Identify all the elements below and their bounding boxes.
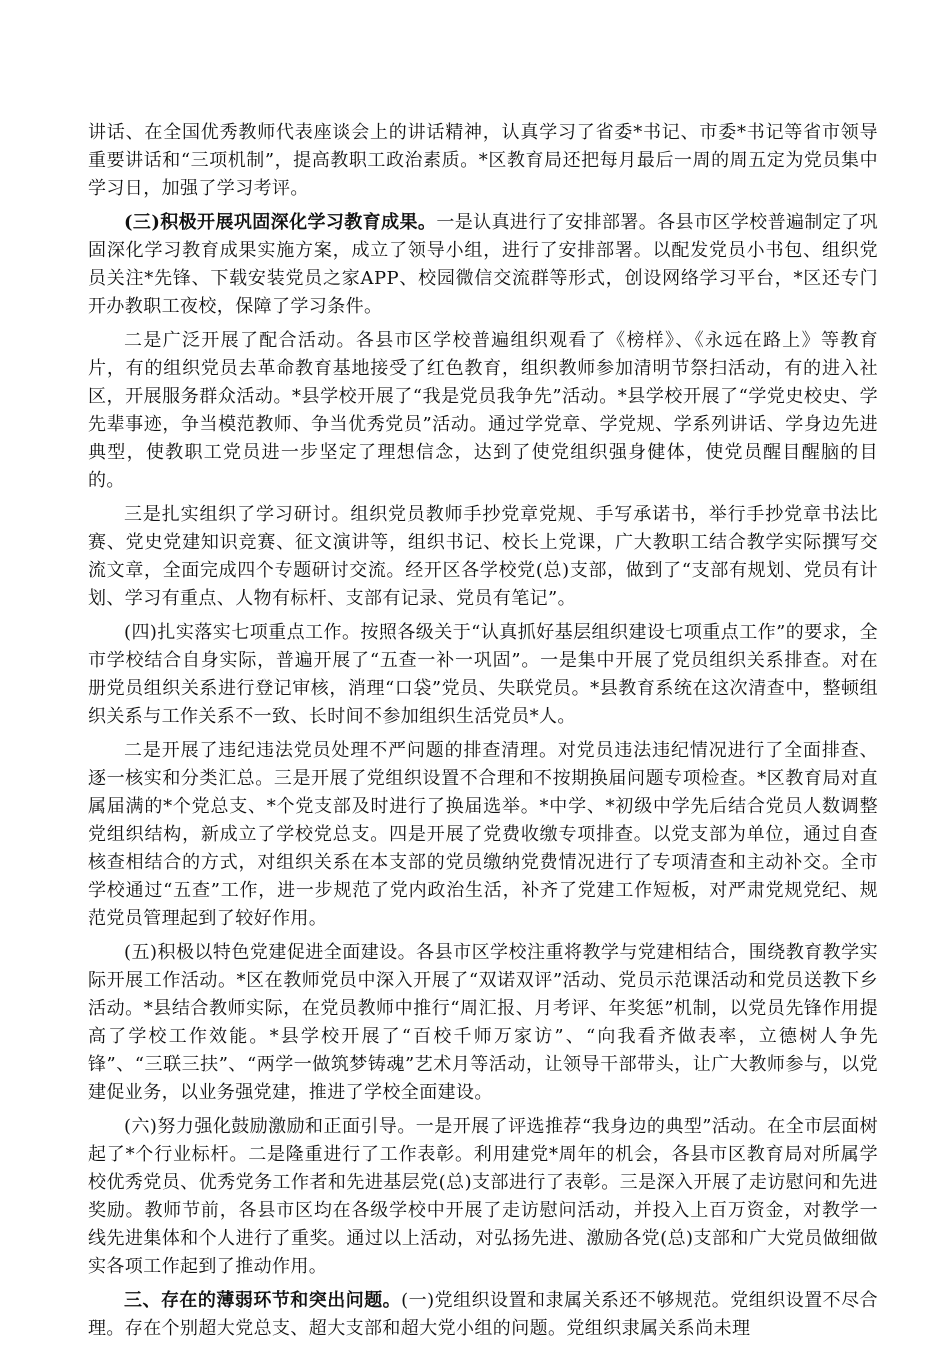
paragraph-8 xyxy=(88,1113,878,1281)
paragraph-6 xyxy=(88,737,878,933)
paragraph-7 xyxy=(88,939,878,1107)
section-heading-three: 三、存在的薄弱环节和突出问题。 xyxy=(124,1290,402,1311)
document-page xyxy=(88,119,878,1349)
paragraph-3-text: 二是广泛开展了配合活动。各县市区学校普遍组织观看了《榜样》、《永远在路上》等教育片，有的组织党员去革命教育基地接受了红色教育，组织教师参加清明节祭扫活动，有的进入社区，开展服务群众活动。*县学校开展了“我是党员我争先”活动。*县学校开展了“学党史校史、学先辈事迹，争当模范教师、争当优秀党员”活动。通过学党章、学党规、学系列讲话、学身边先进典型，使教职工党员进一步坚定了理想信念，达到了使党组织强身健体，使党员醒目醒脑的目的。 xyxy=(88,330,878,491)
paragraph-8-text: (六)努力强化鼓励激励和正面引导。一是开展了评选推荐“我身边的典型”活动。在全市层面树起了*个行业标杆。二是隆重进行了工作表彰。利用建党*周年的机会，各县市区教育局对所属学校优秀党员、优秀党务工作者和先进基层党(总)支部进行了表彰。三是深入开展了走访慰问和先进奖励。教师节前，各县市区均在各级学校中开展了走访慰问活动，并投入上百万资金，对教学一线先进集体和个人进行了重奖。通过以上活动，对弘扬先进、激励各党(总)支部和广大党员做细做实各项工作起到了推动作用。 xyxy=(88,1116,878,1277)
paragraph-6-text: 二是开展了违纪违法党员处理不严问题的排查清理。对党员违法违纪情况进行了全面排查、逐一核实和分类汇总。三是开展了党组织设置不合理和不按期换届问题专项检查。*区教育局对直属届满的*个党总支、*个党支部及时进行了换届选举。*中学、*初级中学先后结合党员人数调整党组织结构，新成立了学校党总支。四是开展了党费收缴专项排查。以党支部为单位，通过自查核查相结合的方式，对组织关系在本支部的党员缴纳党费情况进行了专项清查和主动补交。全市学校通过“五查”工作，进一步规范了党内政治生活，补齐了党建工作短板，对严肃党规党纪、规范党员管理起到了较好作用。 xyxy=(88,740,878,929)
paragraph-2 xyxy=(88,209,878,321)
paragraph-5-text: (四)扎实落实七项重点工作。按照各级关于“认真抓好基层组织建设七项重点工作”的要求，全市学校结合自身实际，普遍开展了“五查一补一巩固”。一是集中开展了党员组织关系排查。对在册党员组织关系进行登记审核，消理“口袋”党员、失联党员。*县教育系统在这次清查中，整顿组织关系与工作关系不一致、长时间不参加组织生活党员*人。 xyxy=(88,622,878,727)
paragraph-9 xyxy=(88,1287,878,1343)
paragraph-1-text: 讲话、在全国优秀教师代表座谈会上的讲话精神，认真学习了省委*书记、市委*书记等省市领导重要讲话和“三项机制”，提高教职工政治素质。*区教育局还把每月最后一周的周五定为党员集中学习日，加强了学习考评。 xyxy=(88,122,878,199)
paragraph-9-text: (一)党组织设置和隶属关系还不够规范。党组织设置不尽合理。存在个别超大党总支、超大支部和超大党小组的问题。党组织隶属关系尚未理 xyxy=(88,1290,878,1339)
paragraph-4-text: 三是扎实组织了学习研讨。组织党员教师手抄党章党规、手写承诺书，举行手抄党章书法比赛、党史党建知识竞赛、征文演讲等，组织书记、校长上党课，广大教职工结合教学实际撰写交流文章，全面完成四个专题研讨交流。经开区各学校党(总)支部，做到了“支部有规划、党员有计划、学习有重点、人物有标杆、支部有记录、党员有笔记”。 xyxy=(88,504,878,609)
paragraph-1 xyxy=(88,119,878,203)
paragraph-3 xyxy=(88,327,878,495)
paragraph-2-text: 一是认真进行了安排部署。各县市区学校普遍制定了巩固深化学习教育成果实施方案，成立了领导小组，进行了安排部署。以配发党员小书包、组织党员关注*先锋、下载安装党员之家APP、校园微信交流群等形式，创设网络学习平台，*区还专门开办教职工夜校，保障了学习条件。 xyxy=(88,212,878,317)
section-heading-3: (三)积极开展巩固深化学习教育成果。 xyxy=(124,212,437,233)
paragraph-5 xyxy=(88,619,878,731)
paragraph-7-text: (五)积极以特色党建促进全面建设。各县市区学校注重将教学与党建相结合，围绕教育教学实际开展工作活动。*区在教师党员中深入开展了“双诺双评”活动、党员示范课活动和党员送教下乡活动。*县结合教师实际，在党员教师中推行“周汇报、月考评、年奖惩”机制，以党员先锋作用提高了学校工作效能。*县学校开展了“百校千师万家访”、“向我看齐做表率，立德树人争先锋”、“三联三扶”、“两学一做筑梦铸魂”艺术月等活动，让领导干部带头，让广大教师参与，以党建促业务，以业务强党建，推进了学校全面建设。 xyxy=(88,942,878,1103)
paragraph-4 xyxy=(88,501,878,613)
